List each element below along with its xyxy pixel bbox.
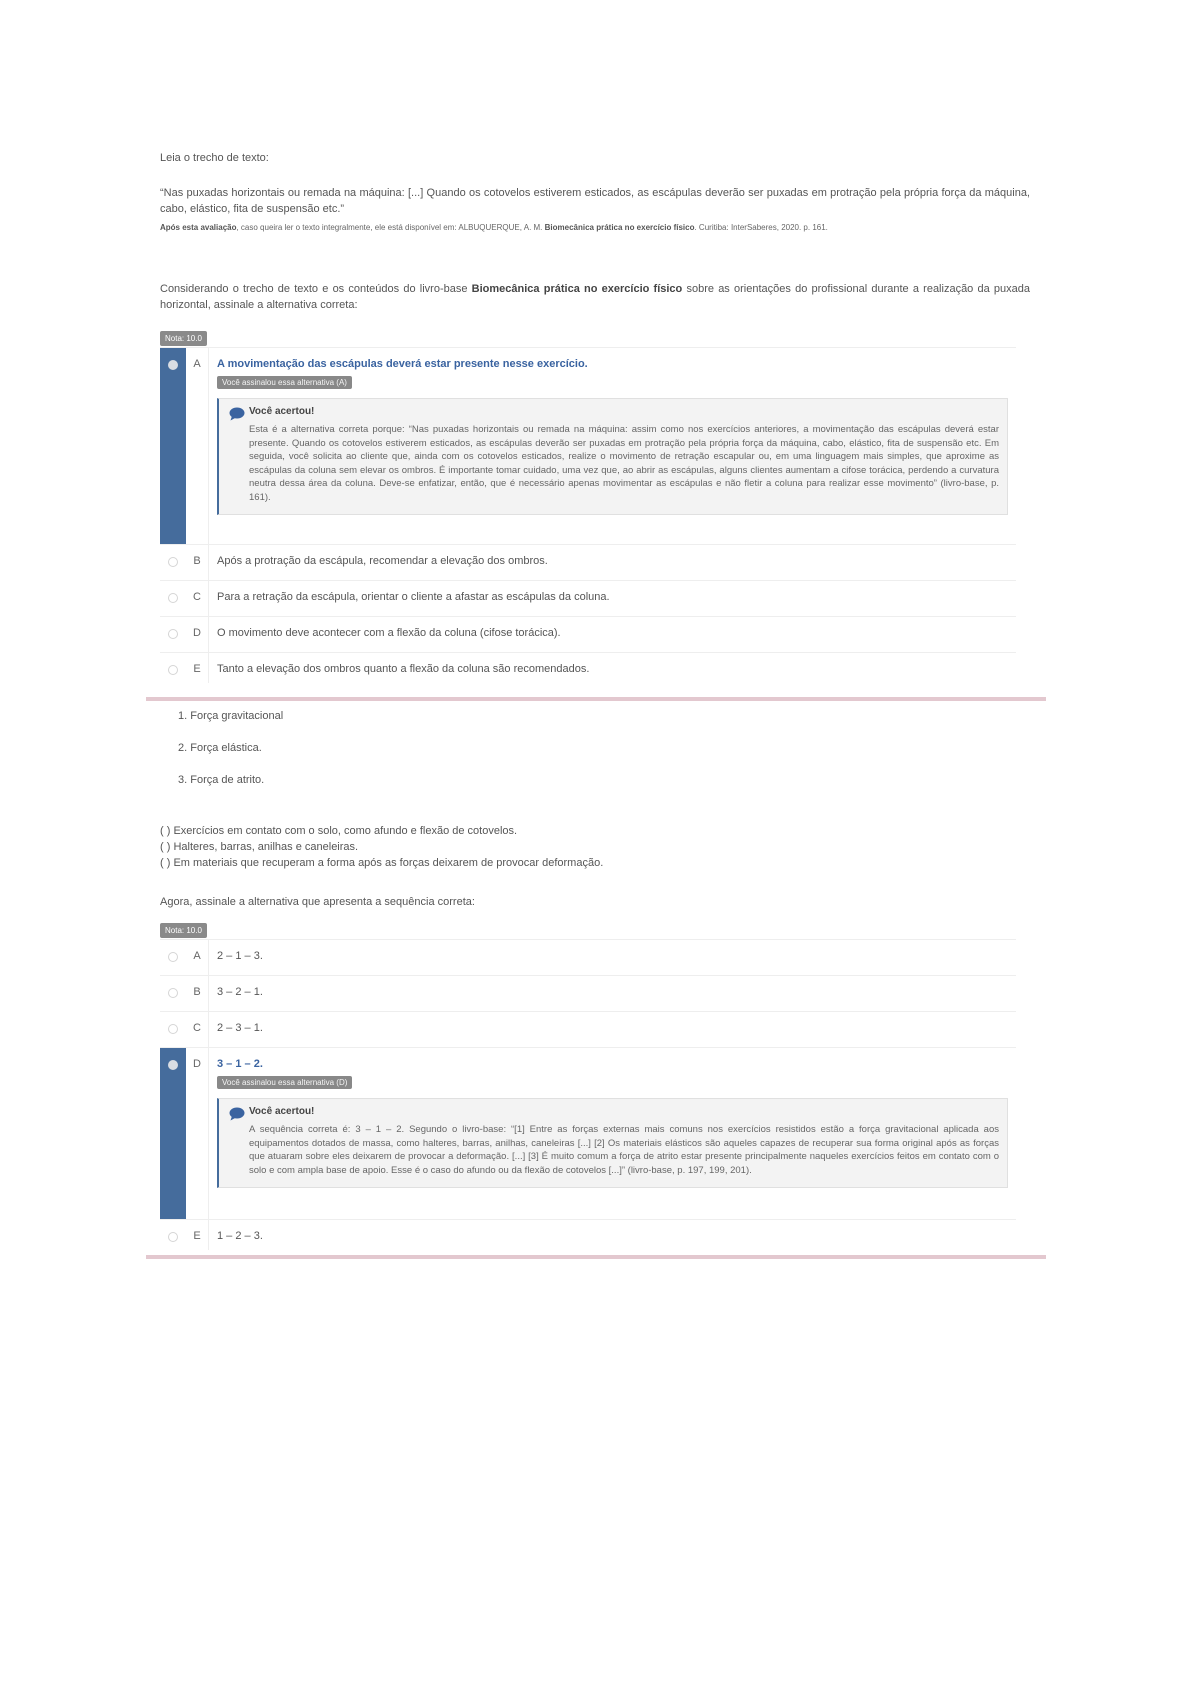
- alt-letter: B: [186, 545, 209, 580]
- q1-prompt: [160, 281, 1030, 313]
- alt-text: Tanto a elevação dos ombros quanto a flexão da coluna são recomendados.: [217, 663, 590, 675]
- q1-source-bold1: Após esta avaliação: [160, 223, 237, 232]
- q1-nota-badge: Nota: 10.0: [160, 331, 207, 346]
- q1-alternative-d[interactable]: [160, 617, 1016, 653]
- radio[interactable]: [168, 1232, 178, 1242]
- radio[interactable]: [168, 665, 178, 675]
- q1-source-mid: , caso queira ler o texto integralmente, ele está disponível em: ALBUQUERQUE, A. M.: [236, 223, 545, 232]
- q1-intro: Leia o trecho de texto:: [160, 152, 269, 164]
- q2-list-item-2: 2. Força elástica.: [178, 742, 262, 754]
- q1-quote: “Nas puxadas horizontais ou remada na máquina: [...] Quando os cotovelos estiverem esticados, as escápulas deverão ser puxadas em protração pela própria força da máquina, cabo, elástico, fita de suspensão etc.”: [160, 187, 1030, 215]
- q2-statements: [160, 823, 1030, 871]
- radio-selected[interactable]: [168, 1060, 178, 1070]
- speech-bubble-icon: [229, 407, 245, 421]
- alt-text: 3 – 2 – 1.: [217, 986, 263, 998]
- q1-score: [160, 328, 1030, 346]
- q2-score: [160, 920, 1030, 938]
- q1-source-end: . Curitiba: InterSaberes, 2020. p. 161.: [694, 223, 828, 232]
- q1-prompt-bold: Biomecânica prática no exercício físico: [471, 283, 683, 295]
- q2-nota-badge: Nota: 10.0: [160, 923, 207, 938]
- q1-alternative-c[interactable]: [160, 581, 1016, 617]
- q1-prompt-post: sobre as orientações do profissional durante a realização da puxada horizontal, assinale a alternativa correta:: [160, 283, 1031, 311]
- alt-text: 2 – 3 – 1.: [217, 1022, 263, 1034]
- q2-alternative-e[interactable]: [160, 1220, 1016, 1250]
- alt-letter: E: [186, 653, 209, 683]
- radio[interactable]: [168, 593, 178, 603]
- marked-badge: Você assinalou essa alternativa (A): [217, 376, 352, 389]
- q2-alternative-c[interactable]: [160, 1012, 1016, 1048]
- alt-letter: B: [186, 976, 209, 1011]
- page-separator: [146, 697, 1046, 701]
- feedback-title: Você acertou!: [249, 1106, 315, 1117]
- alt-text: A movimentação das escápulas deverá estar presente nesse exercício.: [217, 358, 588, 370]
- q1-alternatives: [160, 347, 1016, 683]
- alt-text: 3 – 1 – 2.: [217, 1058, 263, 1070]
- radio-selected[interactable]: [168, 360, 178, 370]
- q1-source: [160, 222, 1030, 234]
- radio[interactable]: [168, 952, 178, 962]
- alt-letter: D: [186, 1048, 209, 1219]
- q2-alternative-b[interactable]: [160, 976, 1016, 1012]
- q2-alternative-a[interactable]: [160, 940, 1016, 976]
- page-separator: [146, 1255, 1046, 1259]
- alt-letter: A: [186, 940, 209, 975]
- alt-text: 2 – 1 – 3.: [217, 950, 263, 962]
- alt-letter: C: [186, 581, 209, 616]
- alt-text: Para a retração da escápula, orientar o cliente a afastar as escápulas da coluna.: [217, 591, 610, 603]
- alt-text: O movimento deve acontecer com a flexão da coluna (cifose torácica).: [217, 627, 561, 639]
- alt-text: 1 – 2 – 3.: [217, 1230, 263, 1242]
- radio[interactable]: [168, 1024, 178, 1034]
- feedback-box: [217, 398, 1008, 515]
- alt-text: Após a protração da escápula, recomendar a elevação dos ombros.: [217, 555, 548, 567]
- q2-list-item-1: 1. Força gravitacional: [178, 710, 284, 722]
- alt-letter: A: [186, 348, 209, 544]
- marked-badge: Você assinalou essa alternativa (D): [217, 1076, 352, 1089]
- alt-letter: C: [186, 1012, 209, 1047]
- alt-letter: D: [186, 617, 209, 652]
- q2-alternative-d[interactable]: [160, 1048, 1016, 1220]
- q1-alternative-e[interactable]: [160, 653, 1016, 683]
- feedback-text: Esta é a alternativa correta porque: “Nas puxadas horizontais ou remada na máquina: assim como nos exercícios anteriores, a movimentação das escápulas deverá estar presente. Quando os cotovelos estiverem esticados, as escápulas deverão ser puxadas em protração pela própria força da máquina, cabo, elástico, fita de suspensão etc. Em seguida, você solicita ao cliente que, ainda com os cotovelos esticados, realize o movimento de retração escapular ou, em uma linguagem mais simples, que aproxime as escápulas da coluna sem elevar os ombros. É importante tomar cuidado, uma vez que, ao abrir as escápulas, alguns clientes aumentam a cifose torácica, perdendo a curvatura neutra dessa área da coluna. Deve-se enfatizar, então, que é necessário apenas movimentar as escápulas e não fletir a coluna para realizar esse movimento” (livro-base, p. 161).: [249, 424, 999, 503]
- radio[interactable]: [168, 988, 178, 998]
- q1-source-bold2: Biomecânica prática no exercício físico: [544, 223, 695, 232]
- speech-bubble-icon: [229, 1107, 245, 1121]
- feedback-box: [217, 1098, 1008, 1188]
- q2-statement: ( ) Halteres, barras, anilhas e caneleiras.: [160, 841, 359, 853]
- alt-letter: E: [186, 1220, 209, 1250]
- q2-alternatives: [160, 939, 1016, 1250]
- q1-prompt-pre: Considerando o trecho de texto e os conteúdos do livro-base: [160, 283, 472, 295]
- feedback-title: Você acertou!: [249, 406, 315, 417]
- feedback-text: A sequência correta é: 3 – 1 – 2. Segundo o livro-base: “[1] Entre as forças externas mais comuns nos exercícios resistidos estão a força gravitacional aplicada aos equipamentos dotados de massa, como halteres, barras, anilhas, caneleiras [...] [2] Os materiais elásticos são aqueles capazes de recuperar sua forma original após as forças que atuaram sobre eles deixarem de provocar a deformação. [...] [3] É muito comum a força de atrito estar presente principalmente naqueles exercícios feitos em contato com o solo e com ampla base de apoio. Esse é o caso do afundo ou da flexão de cotovelos [...]” (livro-base, p. 197, 199, 201).: [249, 1124, 999, 1176]
- q1-alternative-a[interactable]: [160, 348, 1016, 545]
- q2-list-item-3: 3. Força de atrito.: [178, 774, 265, 786]
- radio[interactable]: [168, 557, 178, 567]
- q2-statement: ( ) Exercícios em contato com o solo, como afundo e flexão de cotovelos.: [160, 825, 518, 837]
- radio[interactable]: [168, 629, 178, 639]
- q2-statement: ( ) Em materiais que recuperam a forma após as forças deixarem de provocar deformação.: [160, 857, 604, 869]
- q2-prompt: Agora, assinale a alternativa que apresenta a sequência correta:: [160, 896, 475, 908]
- q1-alternative-b[interactable]: [160, 545, 1016, 581]
